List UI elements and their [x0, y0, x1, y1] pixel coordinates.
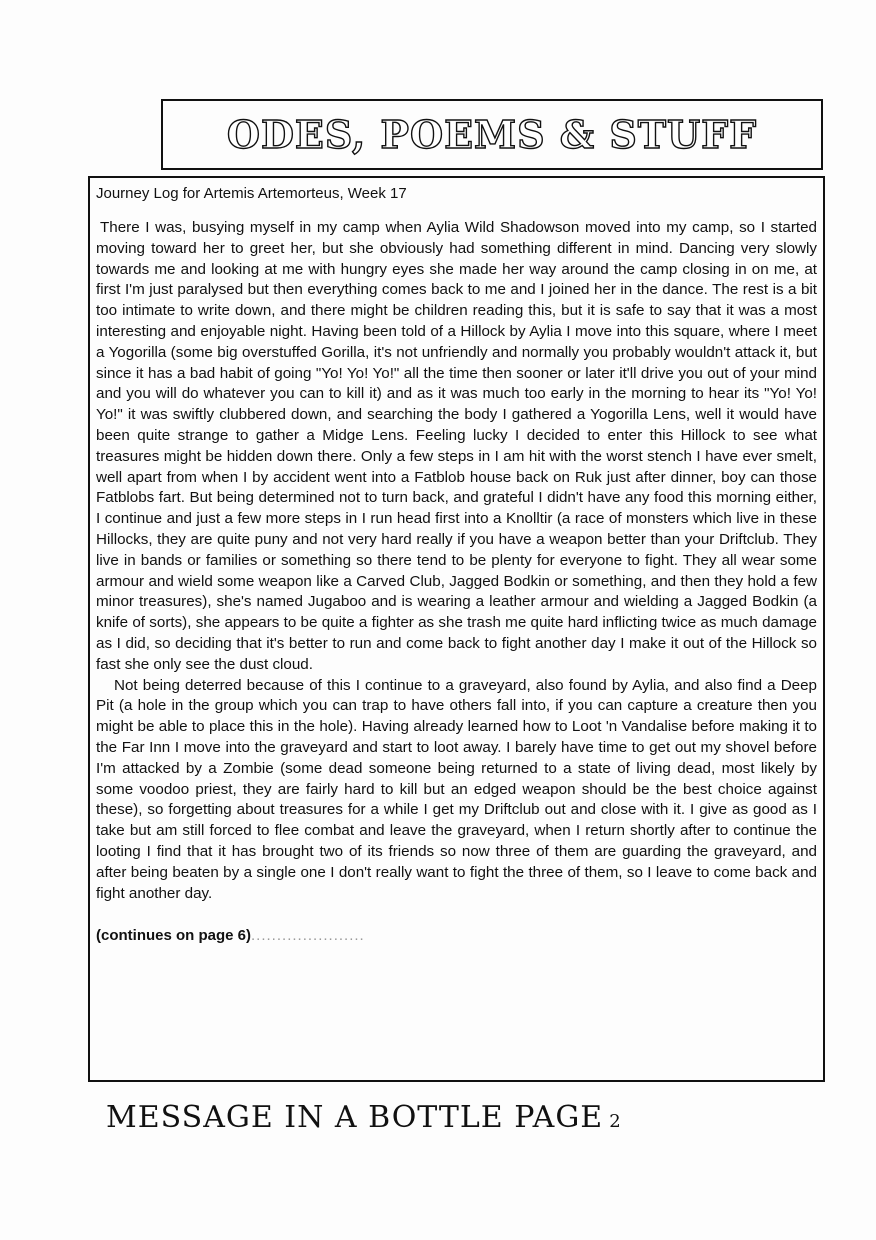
section-header-box	[161, 99, 823, 170]
page-number: 2	[609, 1111, 621, 1132]
article-paragraph-1: There I was, busying myself in my camp when Aylia Wild Shadowson moved into my camp, so I started moving toward her to greet her, but she obviously had something different in mind. Dancing very slowly towards me and looking at me with hungry eyes she made her way around the camp closing in on me, at first I'm just paralysed but then everything comes back to me and I joined her in the dance. The rest is a bit too intimate to write down, and there might be children reading this, but it is safe to say that it was a most interesting and enjoyable night. Having been told of a Hillock by Aylia I move into this square, where I meet a Yogorilla (some big overstuffed Gorilla, it's not unfriendly and normally you probably wouldn't attack it, but since it has a bad habit of going "Yo! Yo! Yo!" all the time then sooner or later it'll drive you out of your mind and you will do whatever you can to kill it) and as it was much too early in the morning to hear its "Yo! Yo! Yo!" it was swiftly clubbered down, and searching the body I gathered a Yogorilla Lens, well it would have been quite strange to gather a Midge Lens. Feeling lucky I decided to enter this Hillock to see what treasures might be hidden down there. Only a few steps in I am hit with the worst stench I have ever smelt, well apart from when I by accident went into a Fatblob house back on Ruk just after dinner, boy can those Fatblobs fart. But being determined not to turn back, and grateful I didn't have any food this morning either, I continue and just a few more steps in I run head first into a Knolltir (a race of monsters which live in these Hillocks, they are quite puny and not very hard really if you have a weapon better than your Driftclub. They live in bands or families or something so there tend to be plenty for everyone to fight. They all wear some armour and wield some weapon like a Carved Club, Jagged Bodkin or something, and then they hold a few minor treasures), she's named Jugaboo and is wearing a leather armour and wielding a Jagged Bodkin (a knife of sorts), she appears to be quite a fighter as she trash me quite hard inflicting twice as much damage as I did, so deciding that it's better to run and come back to fight another day I make it out of the Hillock so fast she only see the dust cloud.	[96, 219, 817, 673]
log-title: Journey Log for Artemis Artemorteus, Week 17	[96, 185, 407, 202]
continues-note	[96, 926, 817, 946]
section-title: ODES, POEMS & STUFF	[226, 112, 758, 157]
continues-dots: ......................	[251, 927, 365, 945]
footer-title: MESSAGE IN A BOTTLE PAGE	[106, 1100, 604, 1135]
article-paragraph-2: Not being deterred because of this I continue to a graveyard, also found by Aylia, and also find a Deep Pit (a hole in the group which you can trap to have others fall into, if you can capture a creature then you might be able to place this in the hole). Having already learned how to Loot 'n Vandalise before making it to the Far Inn I move into the graveyard and start to loot away. I barely have time to get out my shovel before I'm attacked by a Zombie (some dead someone being returned to a state of living dead, most likely by some voodoo priest, they are fairly hard to kill but an edged weapon should be the best choice against these), so forgetting about treasures for a while I get my Driftclub out and close with it. I give as good as I take but am still forced to flee combat and leave the graveyard, when I return shortly after to continue the looting I find that it has brought two of its friends so now three of them are guarding the graveyard, and after being beaten by a single one I don't really want to fight the three of them, so I leave to come back and fight another day.	[96, 676, 817, 902]
continues-label: (continues on page 6)	[96, 927, 252, 945]
page-footer	[106, 1100, 706, 1140]
article-box	[88, 176, 825, 1082]
